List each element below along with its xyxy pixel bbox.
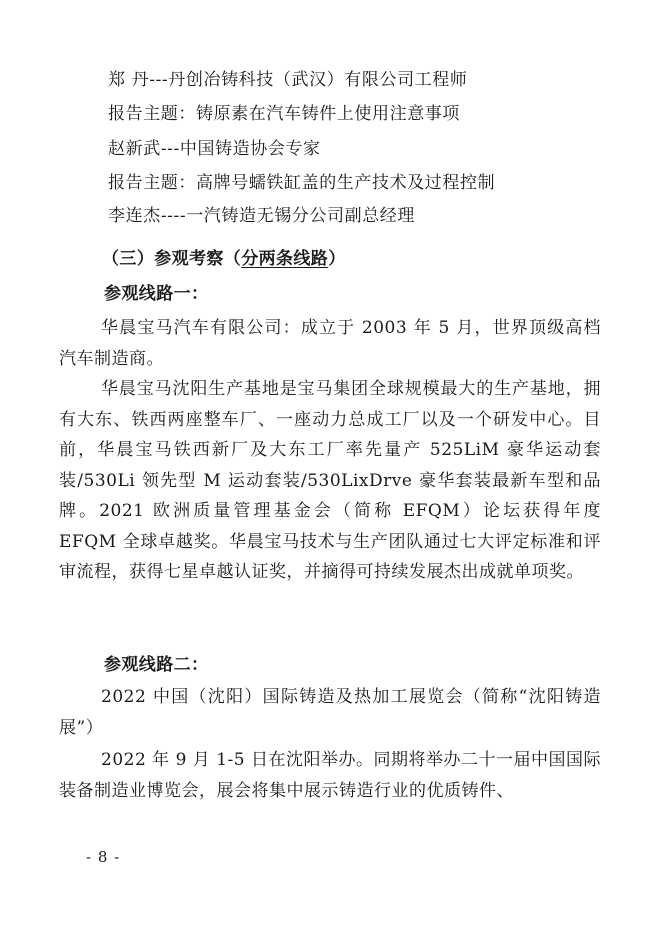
route2-paragraph-2: 2022 年 9 月 1-5 日在沈阳举办。同期将举办二十一届中国国际装备制造业博览会，展会将集中展示铸造行业的优质铸件、 (59, 750, 601, 801)
speaker-title: 一汽铸造无锡分公司副总经理 (186, 206, 416, 226)
section-heading-suffix: ） (328, 249, 346, 269)
report-topic-line-1 (108, 104, 460, 124)
speaker-name: 李连杰 (108, 206, 161, 226)
section-heading (102, 249, 346, 269)
speaker-name: 郑 丹 (108, 70, 150, 90)
speaker-separator: ---- (160, 206, 187, 226)
speaker-title: 丹创冶铸科技（武汉）有限公司工程师 (168, 70, 468, 90)
speaker-line-li (108, 206, 415, 226)
topic-label: 报告主题： (108, 173, 196, 193)
report-topic-line-2 (108, 173, 495, 193)
topic-text: 高牌号蠕铁缸盖的生产技术及过程控制 (196, 173, 496, 193)
route1-heading: 参观线路一： (104, 284, 209, 304)
topic-text: 铸原素在汽车铸件上使用注意事项 (196, 104, 460, 124)
route1-paragraph-1: 华晨宝马汽车有限公司：成立于 2003 年 5 月，世界顶级高档汽车制造商。 (59, 318, 601, 369)
speaker-separator: --- (149, 70, 169, 90)
speaker-line-zhao (108, 139, 321, 159)
speaker-separator: --- (160, 139, 180, 159)
route1-paragraph-2: 华晨宝马沈阳生产基地是宝马集团全球规模最大的生产基地，拥有大东、铁西两座整车厂、一座动力总成工厂以及一个研发中心。目前，华晨宝马铁西新厂及大东工厂率先量产 525LiM 豪华运动套装/530Li 领先型 M 运动套装/530LixDrve 豪华套装最新车型和品牌。2021 欧洲质量管理基金会（简称 EFQM）论坛获得年度 EFQM 全球卓越奖。华晨宝马技术与生产团队通过七大评定标准和评审流程，获得七星卓越认证奖，并摘得可持续发展杰出成就单项奖。 (59, 379, 601, 582)
section-heading-prefix: （三）参观考察（ (102, 249, 242, 269)
speaker-line-zheng (108, 70, 467, 90)
page-number: - 8 - (86, 848, 121, 866)
speaker-title: 中国铸造协会专家 (179, 139, 321, 159)
section-heading-underlined: 分两条线路 (241, 249, 329, 269)
route2-paragraph-1: 2022 中国（沈阳）国际铸造及热加工展览会（简称“沈阳铸造展”） (59, 687, 601, 738)
topic-label: 报告主题： (108, 104, 196, 124)
route2-heading: 参观线路二： (104, 655, 209, 675)
speaker-name: 赵新武 (108, 139, 161, 159)
